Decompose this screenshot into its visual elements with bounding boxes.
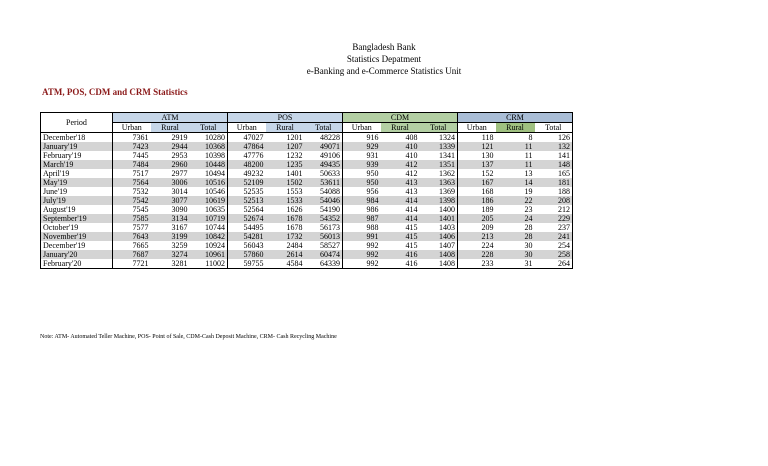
atm-total-cell: 10516 [190, 178, 228, 187]
pos-urban-cell: 48200 [228, 160, 266, 169]
table-row [41, 241, 573, 250]
atm-total-cell: 10398 [190, 151, 228, 160]
crm-urban-cell: 228 [458, 250, 496, 259]
cdm-total-header: Total [420, 123, 458, 133]
pos-total-cell: 49071 [305, 142, 343, 151]
cdm-rural-cell: 416 [381, 250, 420, 259]
period-cell: June'19 [41, 187, 113, 196]
atm-rural-cell: 2977 [151, 169, 190, 178]
cdm-urban-cell: 987 [343, 214, 381, 223]
crm-total-cell: 126 [535, 133, 573, 143]
period-cell: February'20 [41, 259, 113, 269]
period-cell: August'19 [41, 205, 113, 214]
atm-total-cell: 10924 [190, 241, 228, 250]
cdm-total-cell: 1339 [420, 142, 458, 151]
table-row [41, 169, 573, 178]
table-row [41, 142, 573, 151]
period-cell: January'19 [41, 142, 113, 151]
pos-urban-cell: 57860 [228, 250, 266, 259]
cdm-urban-cell: 984 [343, 196, 381, 205]
pos-rural-cell: 1533 [266, 196, 305, 205]
cdm-total-cell: 1408 [420, 250, 458, 259]
cdm-total-cell: 1363 [420, 178, 458, 187]
pos-rural-cell: 2484 [266, 241, 305, 250]
atm-rural-cell: 3077 [151, 196, 190, 205]
org-name: Bangladesh Bank [352, 42, 416, 52]
pos-total-cell: 56013 [305, 232, 343, 241]
group-header-row [41, 113, 573, 123]
cdm-urban-header: Urban [343, 123, 381, 133]
crm-urban-cell: 209 [458, 223, 496, 232]
pos-rural-cell: 1678 [266, 214, 305, 223]
crm-urban-cell: 233 [458, 259, 496, 269]
atm-urban-cell: 7687 [113, 250, 151, 259]
atm-rural-cell: 3281 [151, 259, 190, 269]
crm-total-cell: 212 [535, 205, 573, 214]
cdm-rural-cell: 414 [381, 205, 420, 214]
atm-total-cell: 10494 [190, 169, 228, 178]
sub-header-row [41, 123, 573, 133]
crm-rural-cell: 28 [496, 223, 535, 232]
atm-total-cell: 11002 [190, 259, 228, 269]
pos-total-cell: 60474 [305, 250, 343, 259]
atm-total-cell: 10961 [190, 250, 228, 259]
pos-urban-cell: 49232 [228, 169, 266, 178]
crm-total-cell: 141 [535, 151, 573, 160]
pos-rural-cell: 1201 [266, 133, 305, 143]
crm-urban-cell: 189 [458, 205, 496, 214]
cdm-total-cell: 1362 [420, 169, 458, 178]
pos-rural-cell: 1502 [266, 178, 305, 187]
atm-total-cell: 10635 [190, 205, 228, 214]
crm-urban-cell: 213 [458, 232, 496, 241]
crm-rural-cell: 11 [496, 142, 535, 151]
crm-rural-cell: 13 [496, 169, 535, 178]
period-cell: November'19 [41, 232, 113, 241]
atm-rural-cell: 3090 [151, 205, 190, 214]
cdm-rural-cell: 415 [381, 232, 420, 241]
cdm-rural-cell: 414 [381, 196, 420, 205]
cdm-total-cell: 1406 [420, 232, 458, 241]
pos-urban-cell: 54281 [228, 232, 266, 241]
cdm-total-cell: 1369 [420, 187, 458, 196]
cdm-urban-cell: 931 [343, 151, 381, 160]
period-cell: December'19 [41, 241, 113, 250]
pos-urban-cell: 47864 [228, 142, 266, 151]
pos-urban-cell: 52513 [228, 196, 266, 205]
atm-rural-cell: 3014 [151, 187, 190, 196]
crm-urban-cell: 130 [458, 151, 496, 160]
crm-header: CRM [458, 113, 573, 123]
atm-rural-cell: 2919 [151, 133, 190, 143]
table-row [41, 250, 573, 259]
table-row [41, 160, 573, 169]
crm-rural-cell: 30 [496, 250, 535, 259]
cdm-rural-cell: 415 [381, 241, 420, 250]
pos-rural-cell: 1232 [266, 151, 305, 160]
pos-total-cell: 49106 [305, 151, 343, 160]
pos-rural-cell: 1235 [266, 160, 305, 169]
table-row [41, 178, 573, 187]
cdm-rural-cell: 412 [381, 160, 420, 169]
crm-urban-cell: 224 [458, 241, 496, 250]
cdm-rural-cell: 415 [381, 223, 420, 232]
cdm-total-cell: 1401 [420, 214, 458, 223]
period-header: Period [41, 113, 113, 133]
cdm-header: CDM [343, 113, 458, 123]
cdm-rural-cell: 413 [381, 187, 420, 196]
cdm-total-cell: 1408 [420, 259, 458, 269]
cdm-urban-cell: 992 [343, 241, 381, 250]
crm-total-cell: 241 [535, 232, 573, 241]
atm-urban-cell: 7564 [113, 178, 151, 187]
pos-rural-cell: 1401 [266, 169, 305, 178]
atm-urban-cell: 7585 [113, 214, 151, 223]
unit-name: e-Banking and e-Commerce Statistics Unit [306, 66, 462, 76]
pos-rural-cell: 4584 [266, 259, 305, 269]
period-cell: March'19 [41, 160, 113, 169]
atm-urban-cell: 7577 [113, 223, 151, 232]
atm-urban-cell: 7484 [113, 160, 151, 169]
cdm-rural-cell: 410 [381, 151, 420, 160]
atm-urban-cell: 7545 [113, 205, 151, 214]
cdm-total-cell: 1403 [420, 223, 458, 232]
table-row [41, 214, 573, 223]
atm-total-header: Total [190, 123, 228, 133]
crm-rural-header: Rural [496, 123, 535, 133]
cdm-urban-cell: 986 [343, 205, 381, 214]
pos-header: POS [228, 113, 343, 123]
atm-rural-cell: 3259 [151, 241, 190, 250]
pos-total-cell: 56173 [305, 223, 343, 232]
cdm-rural-cell: 412 [381, 169, 420, 178]
pos-rural-cell: 2614 [266, 250, 305, 259]
pos-urban-cell: 47027 [228, 133, 266, 143]
crm-total-cell: 229 [535, 214, 573, 223]
crm-rural-cell: 14 [496, 178, 535, 187]
cdm-total-cell: 1400 [420, 205, 458, 214]
pos-urban-cell: 52564 [228, 205, 266, 214]
crm-total-cell: 264 [535, 259, 573, 269]
cdm-urban-cell: 939 [343, 160, 381, 169]
period-cell: February'19 [41, 151, 113, 160]
period-cell: December'18 [41, 133, 113, 143]
pos-total-cell: 50633 [305, 169, 343, 178]
atm-total-cell: 10619 [190, 196, 228, 205]
atm-header: ATM [113, 113, 228, 123]
atm-rural-cell: 2953 [151, 151, 190, 160]
pos-urban-header: Urban [228, 123, 266, 133]
pos-total-cell: 58527 [305, 241, 343, 250]
crm-urban-cell: 186 [458, 196, 496, 205]
atm-rural-cell: 3006 [151, 178, 190, 187]
atm-total-cell: 10280 [190, 133, 228, 143]
atm-rural-cell: 3199 [151, 232, 190, 241]
crm-total-cell: 181 [535, 178, 573, 187]
crm-total-cell: 188 [535, 187, 573, 196]
table-row [41, 205, 573, 214]
cdm-rural-header: Rural [381, 123, 420, 133]
crm-urban-cell: 152 [458, 169, 496, 178]
atm-total-cell: 10719 [190, 214, 228, 223]
atm-urban-cell: 7542 [113, 196, 151, 205]
atm-urban-cell: 7665 [113, 241, 151, 250]
atm-urban-cell: 7423 [113, 142, 151, 151]
statistics-table [40, 112, 573, 269]
atm-urban-cell: 7721 [113, 259, 151, 269]
crm-total-cell: 254 [535, 241, 573, 250]
atm-urban-header: Urban [113, 123, 151, 133]
pos-rural-cell: 1207 [266, 142, 305, 151]
cdm-urban-cell: 956 [343, 187, 381, 196]
cdm-urban-cell: 988 [343, 223, 381, 232]
cdm-rural-cell: 413 [381, 178, 420, 187]
cdm-rural-cell: 410 [381, 142, 420, 151]
atm-total-cell: 10546 [190, 187, 228, 196]
crm-urban-cell: 137 [458, 160, 496, 169]
pos-total-cell: 64339 [305, 259, 343, 269]
crm-rural-cell: 22 [496, 196, 535, 205]
cdm-urban-cell: 950 [343, 178, 381, 187]
footnote: Note: ATM- Automated Teller Machine, POS- Point of Sale, CDM-Cash Deposit Machine, CRM- Cash Recycling Machine [40, 334, 337, 340]
atm-total-cell: 10842 [190, 232, 228, 241]
table-row [41, 151, 573, 160]
crm-total-cell: 148 [535, 160, 573, 169]
crm-total-cell: 132 [535, 142, 573, 151]
pos-urban-cell: 54495 [228, 223, 266, 232]
crm-rural-cell: 23 [496, 205, 535, 214]
crm-rural-cell: 28 [496, 232, 535, 241]
crm-rural-cell: 11 [496, 151, 535, 160]
crm-total-cell: 165 [535, 169, 573, 178]
period-cell: September'19 [41, 214, 113, 223]
table-row [41, 259, 573, 269]
period-cell: May'19 [41, 178, 113, 187]
table-row [41, 187, 573, 196]
crm-rural-cell: 11 [496, 160, 535, 169]
pos-total-cell: 54190 [305, 205, 343, 214]
cdm-total-cell: 1407 [420, 241, 458, 250]
cdm-rural-cell: 408 [381, 133, 420, 143]
pos-rural-cell: 1678 [266, 223, 305, 232]
atm-rural-cell: 2944 [151, 142, 190, 151]
atm-urban-cell: 7532 [113, 187, 151, 196]
cdm-urban-cell: 916 [343, 133, 381, 143]
crm-urban-cell: 121 [458, 142, 496, 151]
crm-rural-cell: 19 [496, 187, 535, 196]
cdm-urban-cell: 992 [343, 250, 381, 259]
crm-rural-cell: 31 [496, 259, 535, 269]
pos-total-cell: 54046 [305, 196, 343, 205]
period-cell: July'19 [41, 196, 113, 205]
table-row [41, 223, 573, 232]
crm-rural-cell: 30 [496, 241, 535, 250]
cdm-urban-cell: 950 [343, 169, 381, 178]
table-row [41, 232, 573, 241]
cdm-total-cell: 1341 [420, 151, 458, 160]
cdm-total-cell: 1324 [420, 133, 458, 143]
atm-rural-cell: 3274 [151, 250, 190, 259]
crm-total-header: Total [535, 123, 573, 133]
cdm-total-cell: 1398 [420, 196, 458, 205]
pos-total-cell: 53611 [305, 178, 343, 187]
pos-total-cell: 48228 [305, 133, 343, 143]
crm-total-cell: 237 [535, 223, 573, 232]
pos-urban-cell: 52535 [228, 187, 266, 196]
pos-total-cell: 54352 [305, 214, 343, 223]
crm-urban-cell: 205 [458, 214, 496, 223]
crm-urban-cell: 118 [458, 133, 496, 143]
cdm-total-cell: 1351 [420, 160, 458, 169]
pos-urban-cell: 52109 [228, 178, 266, 187]
crm-total-cell: 258 [535, 250, 573, 259]
pos-urban-cell: 52674 [228, 214, 266, 223]
atm-urban-cell: 7517 [113, 169, 151, 178]
atm-rural-cell: 2960 [151, 160, 190, 169]
pos-rural-header: Rural [266, 123, 305, 133]
atm-rural-cell: 3167 [151, 223, 190, 232]
table-title: ATM, POS, CDM and CRM Statistics [42, 87, 188, 97]
pos-total-cell: 54088 [305, 187, 343, 196]
atm-urban-cell: 7643 [113, 232, 151, 241]
atm-urban-cell: 7445 [113, 151, 151, 160]
atm-rural-cell: 3134 [151, 214, 190, 223]
cdm-rural-cell: 416 [381, 259, 420, 269]
atm-total-cell: 10448 [190, 160, 228, 169]
cdm-urban-cell: 929 [343, 142, 381, 151]
crm-urban-header: Urban [458, 123, 496, 133]
pos-urban-cell: 56043 [228, 241, 266, 250]
pos-urban-cell: 47776 [228, 151, 266, 160]
pos-rural-cell: 1626 [266, 205, 305, 214]
cdm-urban-cell: 991 [343, 232, 381, 241]
period-cell: October'19 [41, 223, 113, 232]
crm-rural-cell: 24 [496, 214, 535, 223]
atm-total-cell: 10744 [190, 223, 228, 232]
pos-rural-cell: 1732 [266, 232, 305, 241]
crm-total-cell: 208 [535, 196, 573, 205]
department-name: Statistics Depatment [346, 54, 422, 64]
pos-total-cell: 49435 [305, 160, 343, 169]
crm-urban-cell: 168 [458, 187, 496, 196]
table-row [41, 133, 573, 143]
atm-total-cell: 10368 [190, 142, 228, 151]
crm-urban-cell: 167 [458, 178, 496, 187]
cdm-urban-cell: 992 [343, 259, 381, 269]
table-row [41, 196, 573, 205]
pos-rural-cell: 1553 [266, 187, 305, 196]
pos-urban-cell: 59755 [228, 259, 266, 269]
pos-total-header: Total [305, 123, 343, 133]
atm-rural-header: Rural [151, 123, 190, 133]
period-cell: January'20 [41, 250, 113, 259]
period-cell: April'19 [41, 169, 113, 178]
cdm-rural-cell: 414 [381, 214, 420, 223]
atm-urban-cell: 7361 [113, 133, 151, 143]
crm-rural-cell: 8 [496, 133, 535, 143]
